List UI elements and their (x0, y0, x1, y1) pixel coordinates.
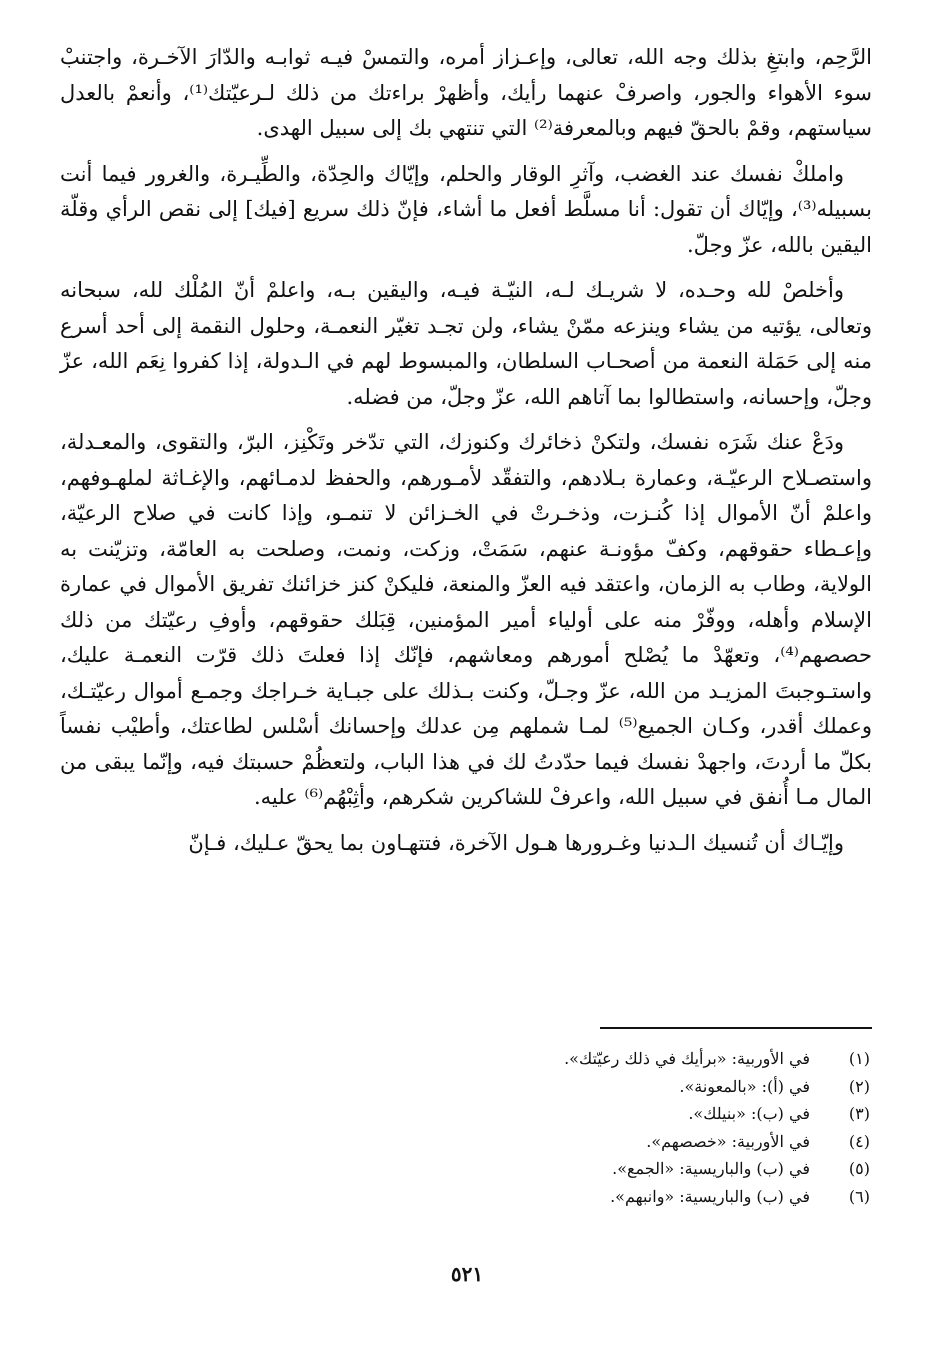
footnote-text: في (ب) والباريسية: «وانبهم». (610, 1186, 810, 1206)
body-paragraph: وإيّـاك أن تُنسيك الـدنيا وغـرورها هـول الآخرة، فتتهـاون بما يحقّ عـليك، فـإنّ (188, 830, 844, 855)
body-paragraph: الرَّحِم، وابتغِ بذلك وجه الله، تعالى، وإعـزاز أمره، والتمسْ فيـه ثوابـه والدّارَ الآخـرة، واجتنبْ سوء الأهواء والجور، واصرفْ عنهما رأيك، وأظهرْ براءتك من ذلك لـرعيّتك⁽¹⁾، وأنعمْ بالعدل سياستهم، وقمْ بالحقّ فيهم وبالمعرفة⁽²⁾ التي تنتهي بك إلى سبيل الهدى. (60, 45, 872, 140)
footnote (170, 1183, 870, 1211)
footnote-text: في الأوربية: «برأيك في ذلك رعيّتك». (564, 1049, 810, 1068)
footnote-number: (١) (848, 1049, 870, 1068)
footnote-text: في (أ): «بالمعونة». (679, 1076, 810, 1096)
body-paragraph: وأخلصْ لله وحـده، لا شريـك لـه، النيّـة فيـه، واليقين بـه، واعلمْ أنّ المُلْك لله، سبحانه وتعالى، يؤتيه من يشاء وينزعه ممّنْ يشاء، ولن تجـد تغيّر النعمـة، وحلول النقمة إلى أحد أسرع منه إلى حَمَلة النعمة من أصحـاب السلطان، والمبسوط لهم في الـدولة، إذا كفروا نِعَم الله، عزّ وجلّ، وإحسانه، واستطالوا بما آتاهم الله، عزّ وجلّ، من فضله. (60, 278, 872, 409)
footnote (170, 1100, 870, 1128)
footnote-number: (٣) (848, 1104, 870, 1123)
body-paragraph: واملكْ نفسك عند الغضب، وآثرِ الوقار والحلم، وإيّاك والحِدّة، والطِّيـرة، والغرور فيما أنت بسبيله⁽³⁾، وإيّاك أن تقول: أنا مسلَّط أفعل ما أشاء، فإنّ ذلك سريع [فيك] إلى نقص الرأي وقلّة اليقين بالله، عزّ وجلّ. (60, 161, 872, 257)
footnote-number: (٥) (848, 1159, 870, 1178)
footnote (170, 1155, 870, 1183)
main-text (60, 40, 872, 871)
footnote-number: (٦) (848, 1186, 870, 1206)
footnote-number: (٢) (848, 1076, 870, 1096)
footnote-separator (600, 1027, 872, 1029)
footnote (170, 1073, 870, 1101)
footnote-text: في (ب) والباريسية: «الجمع». (612, 1159, 810, 1178)
footnote-number: (٤) (848, 1131, 870, 1151)
page-number: ٥٢١ (450, 1262, 484, 1286)
footnotes (170, 1045, 870, 1210)
footnote-text: في الأوربية: «خصصهم». (646, 1131, 810, 1151)
body-paragraph: ودَعْ عنك شَرَه نفسك، ولتكنْ ذخائرك وكنوزك، التي تدّخر وتَكْنِز، البرّ، والتقوى، والمعـدلة، واستصـلاح الرعيّـة، وعمارة بـلادهم، والتفقّد لأمـورهم، والحفظ لدمـائهم، والإغـاثة لملهـوفهم، واعلمْ أنّ الأموال إذا كُنـزت، وذخـرتْ في الخـزائن لا تنمـو، وإذا كانت في صلاح الرعيّة، وإعـطاء حقوقهم، وكفّ مؤونـة عنهم، سَمَتْ، وزكت، ونمت، وصلحت به العامّة، وتزيّنت به الولاية، وطاب به الزمان، واعتقد فيه العزّ والمنعة، فليكنْ كنز خزائنك تفريق الأموال في عمارة الإسلام وأهله، ووفّرْ منه على أولياء أمير المؤمنين، قِبَلك حقوقهم، وأوفِ رعيّتك من ذلك حصصهم⁽⁴⁾، وتعهّدْ ما يُصْلح أمورهم ومعاشهم، فإنّك إذا فعلتَ ذلك قرّت النعمـة عليك، واستـوجبتَ المزيـد من الله، عزّ وجـلّ، وكنت بـذلك على جبـاية خـراجك وجمـع أموال رعيّتـك، وعملك أقدر، وكـان الجميع⁽⁵⁾ لمـا شملهم مِن عدلك وإحسانك أسْلس لطاعتك، وأطيْب نفساً بكلّ ما أردتَ، واجهدْ نفسك فيما حدّدتُ لك في هذا الباب، ولتعظُمْ حسبتك فيه، وإنّما يبقى من المال مـا أُنفق في سبيل الله، واعرفْ للشاكرين شكرهم، وأثِبْهُم⁽⁶⁾ عليه. (60, 430, 872, 809)
footnote-text: في (ب): «بنيلك». (688, 1104, 810, 1123)
footnote (170, 1045, 870, 1073)
footnote (170, 1128, 870, 1156)
